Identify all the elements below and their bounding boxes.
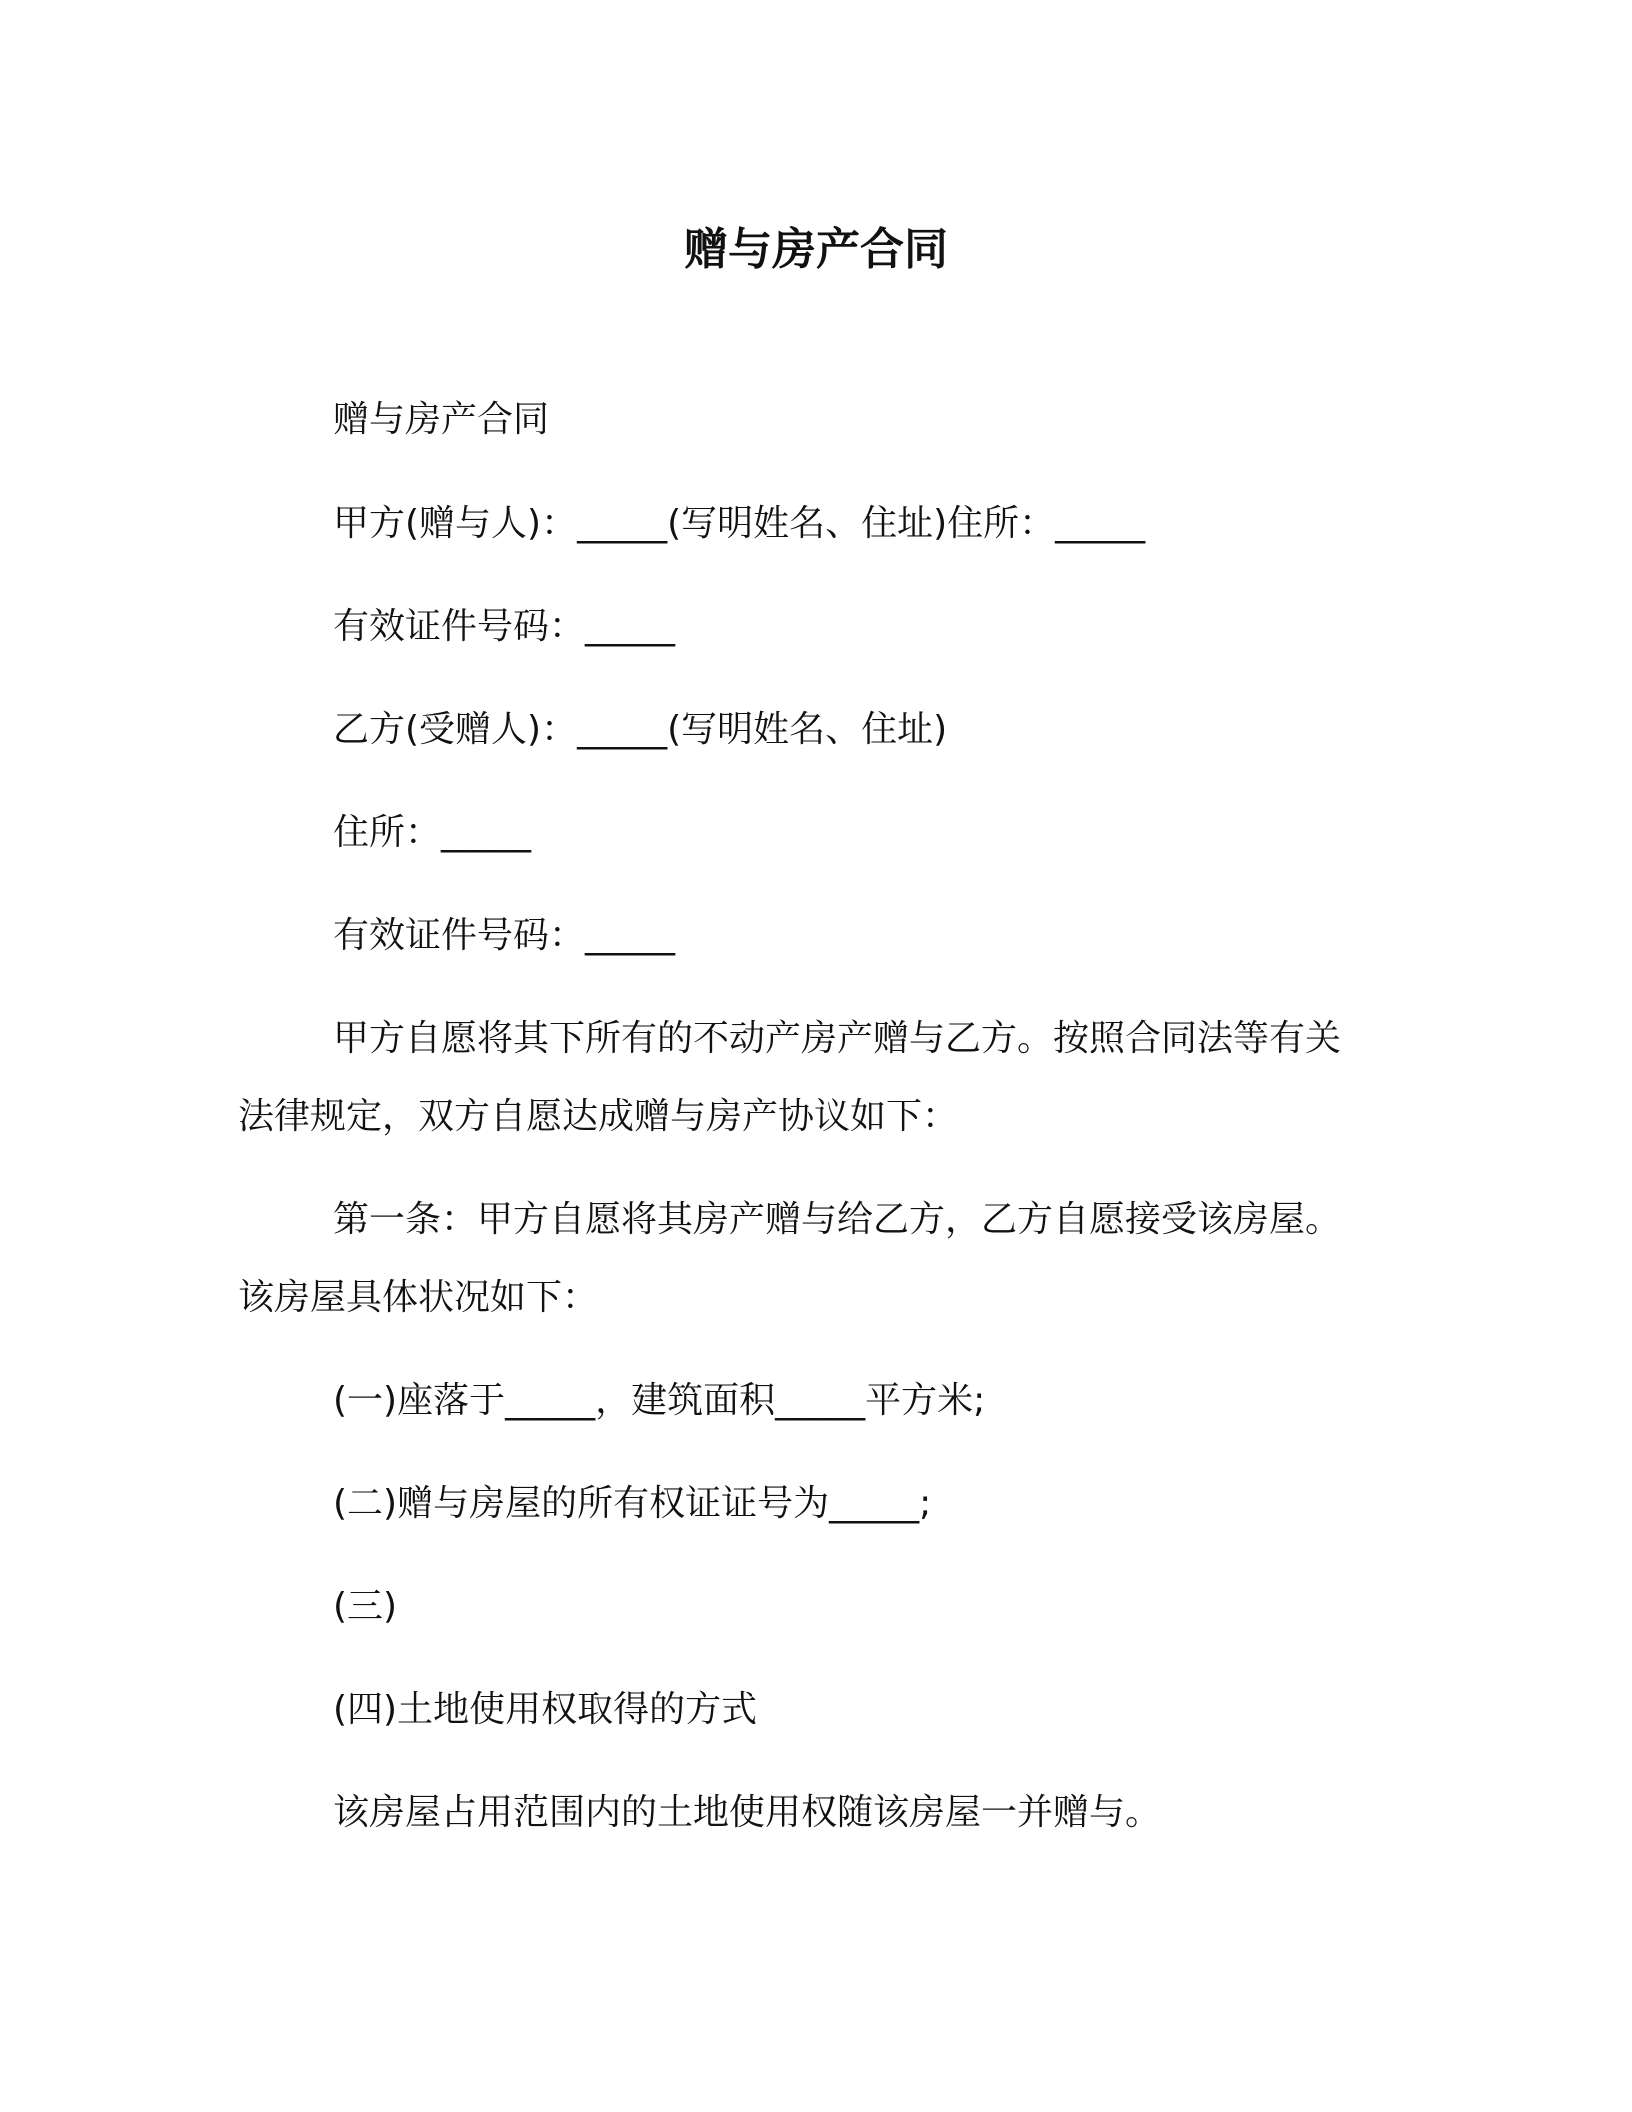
paragraph-article-1-line-1: 第一条：甲方自愿将其房产赠与给乙方，乙方自愿接受该房屋。 [333, 1199, 1342, 1240]
paragraph-item-4: (四)土地使用权取得的方式 [333, 1689, 758, 1730]
paragraph-heading: 赠与房产合同 [333, 399, 550, 440]
paragraph-article-1-line-2: 该房屋具体状况如下： [238, 1277, 599, 1318]
paragraph-land-use: 该房屋占用范围内的土地使用权随该房屋一并赠与。 [333, 1792, 1162, 1833]
paragraph-item-3: (三) [333, 1586, 398, 1627]
paragraph-item-1: (一)座落于_____，建筑面积_____平方米; [333, 1380, 986, 1421]
paragraph-party-a: 甲方(赠与人)：_____(写明姓名、住址)住所：_____ [333, 503, 1146, 544]
paragraph-party-b-address: 住所：_____ [333, 812, 532, 853]
paragraph-item-2: (二)赠与房屋的所有权证证号为_____; [333, 1483, 932, 1524]
paragraph-preamble-line-2: 法律规定，双方自愿达成赠与房产协议如下： [238, 1096, 959, 1137]
paragraph-preamble-line-1: 甲方自愿将其下所有的不动产房产赠与乙方。按照合同法等有关 [333, 1018, 1342, 1059]
paragraph-party-b: 乙方(受赠人)：_____(写明姓名、住址) [333, 709, 948, 750]
paragraph-party-a-id: 有效证件号码：_____ [333, 606, 676, 647]
document-title: 赠与房产合同 [684, 224, 948, 275]
paragraph-party-b-id: 有效证件号码：_____ [333, 915, 676, 956]
